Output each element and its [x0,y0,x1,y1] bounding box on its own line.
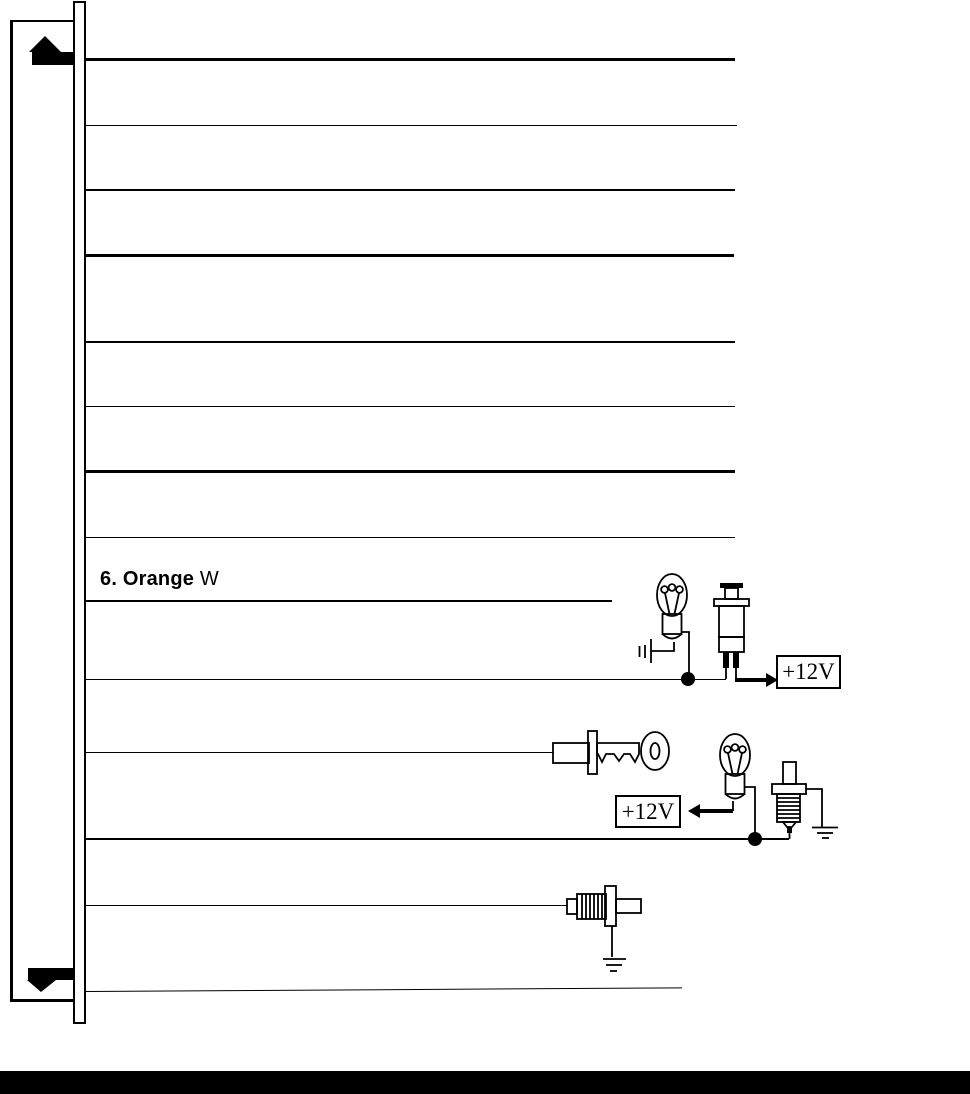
junction-dot [681,672,695,686]
wiring-rail [73,1,86,1024]
junction-dot [748,832,762,846]
heading-underline [86,600,612,602]
page-frame [10,20,75,1002]
down-arrow-icon [25,966,77,996]
wire-row-line [86,406,735,407]
wire-row-line [86,254,734,257]
wire-to-sensor [86,905,567,906]
inline-sensor-icon [565,884,645,976]
chassis-ground-icon [634,634,680,668]
power-box [776,655,841,689]
wire-row-line [86,341,735,343]
wire-to-key [86,752,553,753]
power-box [615,795,681,828]
wire-bottom [86,987,682,992]
wire-heading-bold: 6. Orange [100,568,195,590]
wire-row-line [86,189,735,191]
up-arrow-icon [26,34,78,66]
ignition-key-icon [550,726,672,778]
flow-arrow-right-icon [730,670,780,690]
wire-row-line [86,470,735,473]
wire-row-line [86,58,735,61]
wire-row-line [86,537,735,538]
power-box-label: +12V [782,659,835,684]
flow-arrow-left-icon [680,795,736,821]
wire-heading [100,568,219,591]
wire-heading-suffix: W [194,568,219,590]
wire-row-line [86,125,737,126]
power-box-label: +12V [621,798,675,824]
wire-to-plunger-circuit [86,838,789,840]
footer-bar [0,1071,970,1094]
wire-to-bulb-circuit [86,679,726,680]
plunger-switch-icon [770,758,846,844]
